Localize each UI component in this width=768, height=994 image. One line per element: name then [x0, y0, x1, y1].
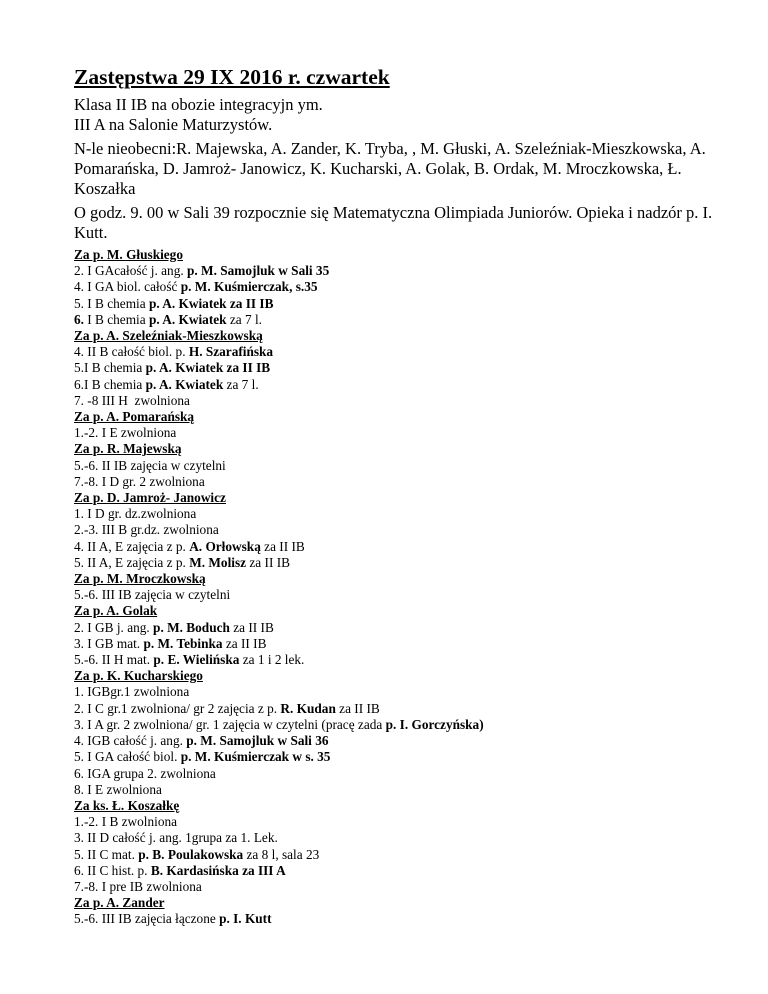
entry-text: za 1 i 2 lek. [239, 652, 305, 668]
substitution-entry [74, 425, 728, 441]
teacher-name: p. M. Boduch [153, 619, 230, 635]
entry-text: 1.-2. I E zwolniona [74, 425, 177, 441]
teacher-name: A. Orłowską [189, 538, 261, 554]
entry-text: 5.-6. III IB zajęcia w czytelni [74, 587, 231, 603]
substitution-entry [74, 522, 728, 538]
entry-text: 5.I B chemia [74, 360, 146, 376]
substitution-entry [74, 652, 728, 668]
entry-text: 4. I GA biol. całość [74, 279, 181, 295]
substitution-entry [74, 717, 728, 733]
teacher-name: p. I. Kutt [219, 911, 272, 927]
entry-text: 3. I GB mat. [74, 635, 144, 651]
teacher-name: p. A. Kwiatek za II IB [148, 295, 274, 311]
substitution-entry [74, 847, 728, 863]
teacher-name: p. B. Poulakowska [138, 846, 244, 862]
substitution-entry [74, 458, 728, 474]
teacher-name: p. M. Kuśmierczak, s.35 [180, 279, 318, 295]
teacher-name: p. M. Kuśmierczak w s. 35 [180, 749, 331, 765]
substitution-entry [74, 296, 728, 312]
entry-text: za II IB [222, 635, 267, 651]
entry-text: 2. I GAcałość j. ang. [74, 263, 187, 279]
entry-text: 5.-6. II IB zajęcia w czytelni [74, 457, 226, 473]
substitution-entry [74, 539, 728, 555]
substitution-section [74, 571, 728, 603]
intro-line: III A na Salonie Maturzystów. [74, 115, 273, 134]
substitution-entry [74, 766, 728, 782]
teacher-name: p. M. Samojluk w Sali 36 [186, 733, 329, 749]
entry-text: 4. II A, E zajęcia z p. [74, 538, 190, 554]
teacher-name: 6. [74, 311, 88, 327]
substitution-entry [74, 701, 728, 717]
substitution-entry [74, 377, 728, 393]
substitution-section [74, 409, 728, 441]
substitution-entry [74, 555, 728, 571]
substitution-entry [74, 911, 728, 927]
entry-text: 6. II C hist. p. [74, 862, 151, 878]
teacher-name: M. Molisz [189, 554, 247, 570]
teacher-name: p. I. Gorczyńska) [385, 716, 484, 732]
teacher-name: p. A. Kwiatek [145, 376, 224, 392]
intro-block [74, 95, 728, 243]
substitution-entry [74, 263, 728, 279]
entry-text: 3. I A gr. 2 zwolniona/ gr. 1 zajęcia w czytelni (pracę zada [74, 716, 386, 732]
entry-text: 5. II A, E zajęcia z p. [74, 554, 190, 570]
entry-text: 5.-6. II H mat. [74, 652, 154, 668]
teacher-name: R. Kudan [280, 700, 336, 716]
section-heading: Za p. A. Zander [74, 895, 165, 911]
section-heading: Za ks. Ł. Koszałkę [74, 797, 180, 813]
olympiad-notice: O godz. 9. 00 w Sali 39 rozpocznie się Matematyczna Olimpiada Juniorów. Opieka i nadzór p. I. Kutt. [74, 203, 713, 242]
substitution-entry [74, 782, 728, 798]
substitution-entry [74, 620, 728, 636]
section-heading: Za p. A. Szeleźniak-Mieszkowską [74, 328, 263, 344]
entry-text: 5. II C mat. [74, 846, 139, 862]
substitution-section [74, 668, 728, 798]
teacher-name: p. A. Kwiatek za II IB [145, 360, 271, 376]
section-heading: Za p. A. Pomarańską [74, 409, 195, 425]
substitution-entry [74, 360, 728, 376]
entry-text: 4. IGB całość j. ang. [74, 733, 187, 749]
intro-line: Klasa II IB na obozie integracyjn ym. [74, 95, 323, 114]
entry-text: 7.-8. I pre IB zwolniona [74, 878, 202, 894]
substitution-section [74, 247, 728, 328]
entry-text: 7. -8 III H zwolniona [74, 392, 190, 408]
entry-text: I B chemia [87, 311, 149, 327]
section-heading: Za p. R. Majewską [74, 441, 182, 457]
entry-text: 5. I B chemia [74, 295, 149, 311]
substitution-section [74, 490, 728, 571]
entry-text: 4. II B całość biol. p. [74, 344, 189, 360]
substitution-entry [74, 506, 728, 522]
substitution-entry [74, 636, 728, 652]
teacher-name: p. E. Wielińska [153, 652, 240, 668]
substitution-entry [74, 814, 728, 830]
substitution-entry [74, 344, 728, 360]
section-heading: Za p. M. Głuskiego [74, 247, 183, 262]
substitution-entry [74, 279, 728, 295]
section-heading: Za p. A. Golak [74, 603, 158, 619]
entry-text: 1. I D gr. dz.zwolniona [74, 506, 197, 522]
page-title: Zastępstwa 29 IX 2016 r. czwartek [74, 65, 390, 89]
substitution-entry [74, 393, 728, 409]
substitution-entry [74, 312, 728, 328]
teacher-name: p. M. Tebinka [143, 635, 223, 651]
substitution-entry [74, 733, 728, 749]
entry-text: 2.-3. III B gr.dz. zwolniona [74, 522, 219, 538]
entry-text: za II IB [246, 554, 290, 570]
entry-text: 6.I B chemia [74, 376, 146, 392]
entry-text: 1. IGBgr.1 zwolniona [74, 684, 190, 700]
entry-text: 2. I GB j. ang. [74, 619, 154, 635]
substitution-entry [74, 830, 728, 846]
substitution-section [74, 603, 728, 668]
entry-text: 5. I GA całość biol. [74, 749, 181, 765]
substitution-entry [74, 474, 728, 490]
substitution-section [74, 798, 728, 895]
entry-text: za II IB [260, 538, 305, 554]
entry-text: 8. I E zwolniona [74, 781, 162, 797]
teacher-name: p. M. Samojluk w Sali 35 [187, 263, 330, 279]
entry-text: za 8 l, sala 23 [243, 846, 320, 862]
teacher-name: H. Szarafińska [188, 344, 274, 360]
teacher-name: B. Kardasińska za III A [150, 862, 286, 878]
entry-text: 6. IGA grupa 2. zwolniona [74, 765, 216, 781]
substitution-entry [74, 684, 728, 700]
entry-text: za 7 l. [223, 376, 259, 392]
entry-text: 3. II D całość j. ang. 1grupa za 1. Lek. [74, 830, 278, 846]
substitution-section [74, 328, 728, 409]
substitution-section [74, 441, 728, 490]
substitutions-list [74, 247, 728, 928]
section-heading: Za p. M. Mroczkowską [74, 571, 206, 587]
section-heading: Za p. D. Jamroż- Janowicz [74, 490, 226, 506]
substitution-entry [74, 587, 728, 603]
entry-text: za 7 l. [226, 311, 262, 327]
section-heading: Za p. K. Kucharskiego [74, 668, 203, 684]
substitution-entry [74, 879, 728, 895]
entry-text: za II IB [335, 700, 380, 716]
entry-text: 1.-2. I B zwolniona [74, 814, 178, 830]
entry-text: 5.-6. III IB zajęcia łączone [74, 911, 220, 927]
absent-teachers-line: N-le nieobecni:R. Majewska, A. Zander, K. Tryba, , M. Głuski, A. Szeleźniak-Mieszkowska, A. Pomarańska, D. Jamroż- Janowicz, K. Kucharski, A. Golak, B. Ordak, M. Mroczkowska, Ł. Koszałka [74, 139, 706, 198]
entry-text: 7.-8. I D gr. 2 zwolniona [74, 473, 205, 489]
substitution-entry [74, 749, 728, 765]
substitution-entry [74, 863, 728, 879]
entry-text: za II IB [229, 619, 274, 635]
entry-text: 2. I C gr.1 zwolniona/ gr 2 zajęcia z p. [74, 700, 281, 716]
substitution-section [74, 895, 728, 927]
teacher-name: p. A. Kwiatek [148, 311, 227, 327]
